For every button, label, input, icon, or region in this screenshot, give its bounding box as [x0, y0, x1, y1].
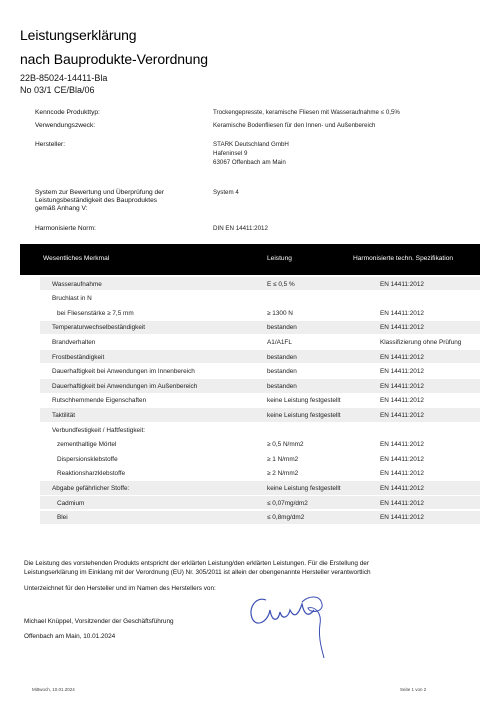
label-verwendungszweck: Verwendungszweck:: [35, 122, 96, 129]
declaration-line1: Die Leistung des vorstehenden Produkts entspricht der erklärten Leistung/den erklärten Leistungen. Für die Erstellung der: [24, 560, 369, 567]
cell-merkmal: Wasseraufnahme: [52, 280, 102, 288]
cell-spezifikation: Klassifizierung ohne Prüfung: [380, 338, 462, 346]
cell-spezifikation: EN 14411:2012: [380, 397, 424, 405]
header-merkmal: Wesentliches Merkmal: [43, 255, 110, 262]
cell-spezifikation: EN 14411:2012: [380, 382, 424, 390]
cell-merkmal: Cadmium: [57, 499, 85, 507]
reference-code: No 03/1 CE/Bla/06: [20, 85, 95, 95]
cell-merkmal: zementhaltige Mörtel: [57, 441, 117, 449]
cell-merkmal: Dispersionsklebstoffe: [57, 455, 118, 463]
cell-spezifikation: EN 14411:2012: [380, 470, 424, 478]
cell-spezifikation: EN 14411:2012: [380, 280, 424, 288]
cell-merkmal: Reaktionsharzklebstoffe: [57, 470, 126, 478]
label-system-line2: Leistungsbeständigkeit des Bauproduktes: [35, 197, 158, 204]
hersteller-street: Hafeninsel 9: [213, 150, 248, 157]
cell-spezifikation: EN 14411:2012: [380, 309, 424, 317]
signed-for-text: Unterzeichnet für den Hersteller und im Namen des Herstellers von:: [24, 585, 216, 592]
hersteller-name: STARK Deutschland GmbH: [213, 141, 289, 148]
value-verwendungszweck: Keramische Bodenfliesen für den Innen- und Außenbereich: [213, 122, 376, 129]
cell-merkmal: Bruchlast in N: [52, 295, 92, 303]
cell-merkmal: Rutschhemmende Eigenschaften: [52, 397, 147, 405]
page-number: Seite 1 von 2: [400, 687, 427, 692]
cell-spezifikation: EN 14411:2012: [380, 368, 424, 376]
cell-spezifikation: EN 14411:2012: [380, 484, 424, 492]
cell-merkmal: Taktilität: [52, 411, 76, 419]
cell-spezifikation: EN 14411:2012: [380, 499, 424, 507]
cell-spezifikation: EN 14411:2012: [380, 441, 424, 449]
cell-leistung: bestanden: [267, 324, 297, 332]
cell-merkmal: Frostbeständigkeit: [52, 353, 105, 361]
place-date: Offenbach am Main, 10.01.2024: [24, 633, 116, 640]
reference-number: 22B-85024-14411-Bla: [20, 73, 108, 83]
cell-merkmal: Brandverhalten: [52, 338, 96, 346]
cell-spezifikation: EN 14411:2012: [380, 353, 424, 361]
declaration-line2: Leistungserklärung im Einklang mit der Verordnung (EU) Nr. 305/2011 ist allein der obengenannte Hersteller verantwortlich: [24, 569, 371, 576]
cell-leistung: bestanden: [267, 382, 297, 390]
cell-merkmal: bei Fliesenstärke ≥ 7,5 mm: [57, 309, 134, 317]
cell-spezifikation: EN 14411:2012: [380, 411, 424, 419]
cell-spezifikation: EN 14411:2012: [380, 514, 424, 522]
cell-leistung: bestanden: [267, 353, 297, 361]
cell-leistung: ≤ 0,07mg/dm2: [267, 499, 308, 507]
cell-merkmal: Verbundfestigkeit / Haftfestigkeit:: [52, 426, 146, 434]
cell-leistung: keine Leistung festgestellt: [267, 411, 341, 419]
cell-leistung: ≥ 1300 N: [267, 309, 293, 317]
header-spezifikation: Harmonisierte techn. Spezifikation: [353, 255, 454, 262]
label-hersteller: Hersteller:: [35, 141, 66, 148]
cell-leistung: keine Leistung festgestellt: [267, 484, 341, 492]
label-system-line1: System zur Bewertung und Überprüfung der: [35, 189, 165, 196]
cell-leistung: ≥ 1 N/mm2: [267, 455, 299, 463]
document-subtitle: nach Bauprodukte-Verordnung: [20, 51, 208, 67]
cell-leistung: ≥ 2 N/mm2: [267, 470, 299, 478]
print-date: Mittwoch, 10.01.2024: [32, 687, 75, 692]
signature-image: [238, 588, 348, 660]
cell-spezifikation: EN 14411:2012: [380, 455, 424, 463]
cell-spezifikation: EN 14411:2012: [380, 324, 424, 332]
cell-merkmal: Blei: [57, 514, 68, 522]
cell-leistung: A1/A1FL: [267, 338, 292, 346]
label-system-line3: gemäß Anhang V:: [35, 205, 88, 212]
cell-leistung: ≤ 0,8mg/dm2: [267, 514, 305, 522]
table-header: [20, 244, 480, 275]
label-norm: Harmonisierte Norm:: [35, 225, 96, 232]
cell-merkmal: Abgabe gefährlicher Stoffe:: [52, 484, 130, 492]
value-norm: DIN EN 14411:2012: [213, 225, 268, 232]
value-system: System 4: [213, 189, 239, 196]
label-kenncode: Kenncode Produkttyp:: [35, 109, 100, 116]
cell-merkmal: Temperaturwechselbeständigkeit: [52, 324, 146, 332]
cell-leistung: ≥ 0,5 N/mm2: [267, 441, 304, 449]
value-kenncode: Trockengepresste, keramische Fliesen mit Wasseraufnahme ≤ 0,5%: [213, 109, 400, 116]
cell-leistung: E ≤ 0,5 %: [267, 280, 295, 288]
signer-name: Michael Knüppel, Vorsitzender der Geschäftsführung: [24, 618, 174, 625]
document-title: Leistungserklärung: [20, 27, 137, 43]
header-leistung: Leistung: [267, 255, 292, 262]
cell-merkmal: Dauerhaftigkeit bei Anwendungen im Innenbereich: [52, 368, 195, 376]
cell-leistung: bestanden: [267, 368, 297, 376]
cell-leistung: keine Leistung festgestellt: [267, 397, 341, 405]
hersteller-city: 63067 Offenbach am Main: [213, 159, 286, 166]
cell-merkmal: Dauerhaftigkeit bei Anwendungen im Außenbereich: [52, 382, 198, 390]
